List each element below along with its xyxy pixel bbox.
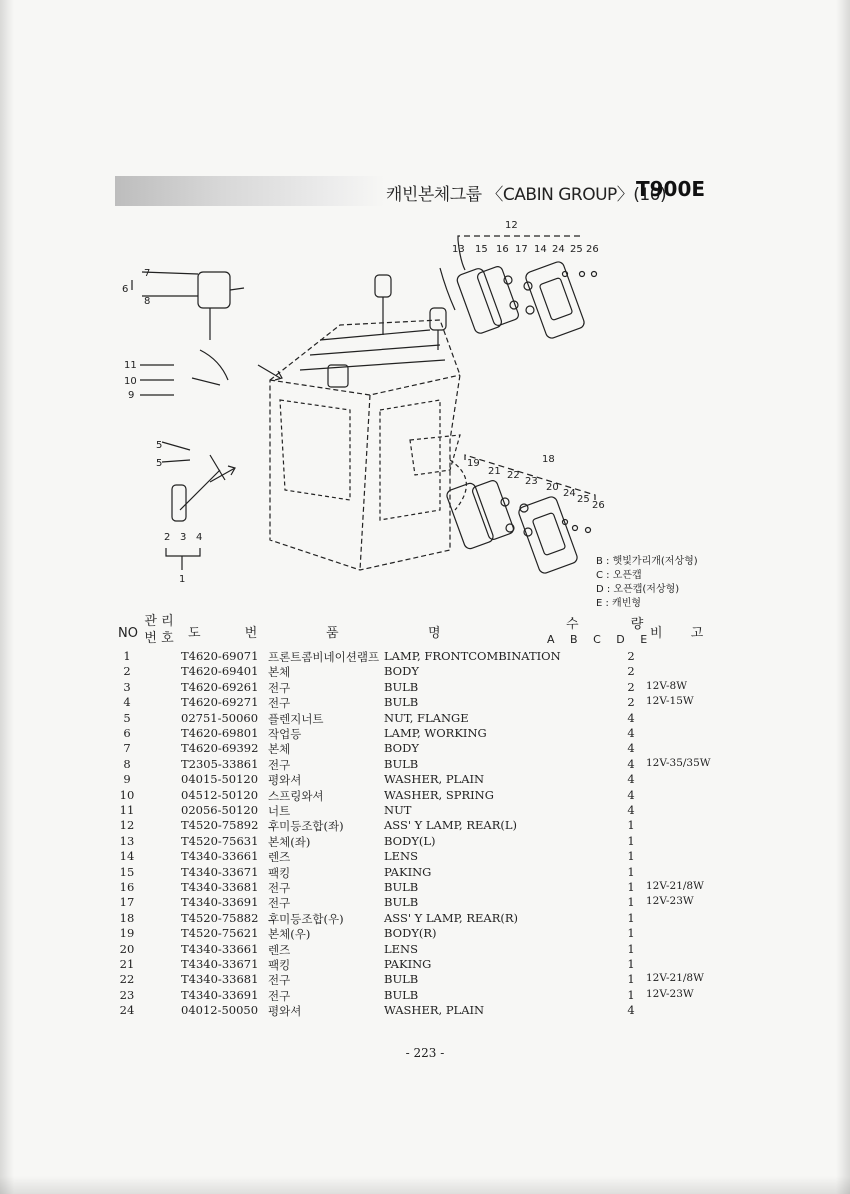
remark: 12V-15W (646, 695, 694, 708)
part-name: BODY (384, 664, 419, 679)
part-name: BULB (384, 880, 419, 894)
part-name: BULB (384, 987, 419, 1002)
part-name-korean: 전구 (268, 988, 291, 1003)
part-name: PAKING (384, 864, 432, 879)
exploded-diagram (110, 210, 730, 610)
row-number: 23 (119, 987, 135, 1002)
table-row (0, 849, 850, 864)
drawing-number: T4620-69261 (181, 679, 259, 694)
part-name-korean: 평와셔 (268, 773, 302, 788)
remark: 12V-23W (646, 987, 694, 1000)
table-row (0, 818, 850, 833)
drawing-number: 02751-50060 (181, 710, 259, 725)
table-row (0, 834, 850, 849)
drawing-number: T4340-33671 (181, 864, 259, 879)
part-name: WASHER, SPRING (384, 787, 494, 802)
callout-label: 25 (570, 244, 583, 255)
part-name-korean: 너트 (268, 804, 291, 818)
drawing-number: T2305-33861 (181, 756, 259, 771)
drawing-number: 04512-50120 (181, 787, 259, 802)
part-name-korean: 스프링와셔 (268, 788, 324, 803)
drawing-number: T4340-33691 (181, 987, 259, 1002)
table-row (0, 757, 850, 772)
row-number: 24 (119, 1003, 135, 1018)
row-number: 1 (123, 649, 131, 663)
table-row (0, 988, 850, 1003)
row-number: 11 (119, 803, 135, 817)
remark: 12V-21/8W (646, 880, 704, 892)
quantity: 2 (627, 679, 635, 694)
table-row (0, 865, 850, 880)
row-number: 6 (123, 726, 131, 740)
quantity: 2 (627, 649, 635, 663)
row-number: 20 (119, 941, 135, 956)
col-header-remark: 비 고 (650, 626, 716, 641)
row-number: 12 (119, 818, 135, 833)
table-row (0, 911, 850, 926)
drawing-number: T4340-33681 (181, 880, 259, 894)
quantity: 1 (627, 926, 635, 941)
part-name-korean: 본체 (268, 665, 291, 680)
remark: 12V-8W (646, 679, 688, 692)
drawing-number: T4620-69271 (181, 695, 259, 710)
part-name-korean: 평와셔 (268, 1004, 302, 1019)
quantity: 1 (627, 910, 635, 925)
row-number: 9 (123, 772, 131, 787)
row-number: 13 (119, 833, 135, 848)
drawing-number: 04012-50050 (181, 1003, 259, 1018)
table-row (0, 926, 850, 941)
part-name-korean: 전구 (268, 680, 291, 695)
quantity: 2 (627, 664, 635, 679)
callout-label: 25 (577, 494, 590, 505)
table-row (0, 880, 850, 895)
quantity: 4 (627, 803, 635, 817)
quantity: 1 (627, 833, 635, 848)
callout-label: 1 (179, 574, 186, 585)
callout-label: 19 (467, 458, 480, 469)
table-row (0, 680, 850, 695)
drawing-number: T4520-75631 (181, 833, 259, 848)
part-name-korean: 전구 (268, 757, 291, 772)
callout-label: 5 (156, 458, 163, 469)
table-row (0, 772, 850, 787)
table-row (0, 1003, 850, 1018)
part-name-korean: 본체(좌) (268, 834, 311, 849)
callout-label: 10 (124, 376, 137, 387)
drawing-number: T4520-75892 (181, 818, 259, 833)
part-name: BODY (384, 741, 419, 756)
part-name: BULB (384, 679, 419, 694)
quantity: 1 (627, 957, 635, 971)
part-name-korean: 전구 (268, 696, 291, 711)
callout-label: 16 (496, 244, 509, 255)
part-name-korean: 본체 (268, 742, 291, 757)
part-name-korean: 팩킹 (268, 958, 291, 972)
part-name-korean: 전구 (268, 973, 291, 988)
part-name: BODY(R) (384, 926, 437, 941)
drawing-number: T4520-75882 (181, 910, 259, 925)
quantity: 4 (627, 772, 635, 787)
part-name-korean: 렌즈 (268, 850, 291, 865)
quantity: 4 (627, 756, 635, 771)
quantity: 1 (627, 849, 635, 864)
legend (596, 555, 698, 611)
table-row (0, 942, 850, 957)
part-name-korean: 작업등 (268, 727, 302, 741)
table-row (0, 972, 850, 987)
drawing-number: T4620-69071 (181, 649, 259, 663)
scan-edge-bottom (0, 1176, 850, 1194)
col-header-no: NO (118, 626, 138, 641)
part-name: LAMP, FRONTCOMBINATION (384, 649, 561, 663)
row-number: 2 (123, 664, 131, 679)
drawing-number: T4340-33671 (181, 957, 259, 971)
drawing-number: T4620-69401 (181, 664, 259, 679)
row-number: 10 (119, 787, 135, 802)
remark: 12V-23W (646, 895, 694, 908)
col-header-part-kor: 품 (326, 626, 339, 641)
row-number: 14 (119, 849, 135, 864)
drawing-number: T4620-69392 (181, 741, 259, 756)
col-header-qty: 수 량 (566, 617, 668, 632)
callout-label: 5 (156, 440, 163, 451)
drawing-number: 02056-50120 (181, 803, 259, 817)
part-name: NUT, FLANGE (384, 710, 469, 725)
table-row (0, 711, 850, 726)
callout-label: 17 (515, 244, 528, 255)
row-number: 3 (123, 679, 131, 694)
legend-item-d: D : 오픈캡(저상형) (596, 584, 680, 595)
quantity: 2 (627, 695, 635, 710)
callout-label: 7 (144, 268, 151, 279)
callout-label: 26 (592, 500, 605, 511)
col-header-drawing: 도 번 (188, 626, 278, 641)
part-name-korean: 후미등조합(우) (268, 911, 344, 926)
quantity: 1 (627, 895, 635, 910)
col-header-mgmt: 관 리 번 호 (144, 614, 174, 646)
table-row (0, 664, 850, 679)
quantity: 4 (627, 710, 635, 725)
table-row (0, 649, 850, 664)
row-number: 22 (119, 972, 135, 987)
header-band (115, 176, 385, 206)
row-number: 4 (123, 695, 131, 710)
row-number: 19 (119, 926, 135, 941)
drawing-number: T4340-33681 (181, 972, 259, 987)
legend-item-c: C : 오픈캡 (596, 570, 642, 581)
part-name-korean: 프론트콤비네이션램프 (268, 650, 380, 664)
table-row (0, 803, 850, 818)
callout-label: 4 (196, 532, 203, 543)
drawing-number: T4340-33661 (181, 941, 259, 956)
row-number: 17 (119, 895, 135, 910)
col-header-part-name: 명 (428, 626, 441, 641)
part-name-korean: 렌즈 (268, 942, 291, 957)
row-number: 8 (123, 756, 131, 771)
callout-label: 6 (122, 284, 129, 295)
callout-label: 3 (180, 532, 187, 543)
remark: 12V-35/35W (646, 756, 711, 769)
callout-label: 2 (164, 532, 171, 543)
part-name-korean: 본체(우) (268, 927, 311, 942)
legend-item-e: E : 캐빈형 (596, 598, 642, 609)
drawing-number: T4340-33691 (181, 895, 259, 910)
row-number: 7 (123, 741, 131, 756)
quantity: 1 (627, 818, 635, 833)
drawing-number: T4520-75621 (181, 926, 259, 941)
model-code: T900E (636, 177, 706, 201)
drawing-number: T4620-69801 (181, 726, 259, 740)
row-number: 21 (119, 957, 135, 971)
table-row (0, 741, 850, 756)
callout-label: 21 (488, 466, 501, 477)
page-title: 캐빈본체그룹 〈CABIN GROUP〉(10) (386, 185, 667, 205)
table-row (0, 726, 850, 741)
quantity: 1 (627, 972, 635, 987)
part-name: WASHER, PLAIN (384, 772, 485, 787)
part-name: NUT (384, 803, 412, 817)
callout-label: 24 (552, 244, 565, 255)
quantity: 1 (627, 941, 635, 956)
callout-label: 26 (586, 244, 599, 255)
callout-label: 14 (534, 244, 547, 255)
callout-label: 23 (525, 476, 538, 487)
row-number: 15 (119, 864, 135, 879)
part-name: LAMP, WORKING (384, 726, 487, 740)
part-name: BODY(L) (384, 833, 436, 848)
page-number: - 223 - (405, 1046, 445, 1060)
table-row (0, 788, 850, 803)
callout-label: 20 (546, 482, 559, 493)
row-number: 18 (119, 910, 135, 925)
part-name: BULB (384, 972, 419, 987)
quantity: 4 (627, 1003, 635, 1018)
row-number: 5 (123, 710, 131, 725)
quantity: 4 (627, 787, 635, 802)
callout-label: 13 (452, 244, 465, 255)
part-name-korean: 후미등조합(좌) (268, 819, 344, 834)
part-name-korean: 전구 (268, 881, 291, 895)
callout-label: 24 (563, 488, 576, 499)
quantity: 1 (627, 864, 635, 879)
callout-label: 22 (507, 470, 520, 481)
part-name: PAKING (384, 957, 432, 971)
diagram-callouts (122, 220, 605, 585)
part-name-korean: 전구 (268, 896, 291, 911)
quantity: 1 (627, 880, 635, 894)
drawing-number: T4340-33661 (181, 849, 259, 864)
part-name: ASS' Y LAMP, REAR(R) (384, 910, 519, 925)
drawing-number: 04015-50120 (181, 772, 259, 787)
table-row (0, 957, 850, 972)
remark: 12V-21/8W (646, 972, 704, 985)
row-number: 16 (119, 880, 135, 894)
part-name: BULB (384, 695, 419, 710)
part-name: ASS' Y LAMP, REAR(L) (384, 818, 517, 833)
quantity: 4 (627, 726, 635, 740)
part-name: LENS (384, 849, 418, 864)
part-name: BULB (384, 895, 419, 910)
part-name: LENS (384, 941, 418, 956)
legend-item-b: B : 햇빛가리개(저상형) (596, 556, 698, 567)
callout-label: 11 (124, 360, 137, 371)
part-name: BULB (384, 756, 419, 771)
quantity: 1 (627, 987, 635, 1002)
callout-label: 18 (542, 454, 555, 465)
col-header-qty-cols: A B C D E (547, 633, 654, 646)
part-name-korean: 팩킹 (268, 865, 291, 880)
callout-label: 12 (505, 220, 518, 231)
table-row (0, 895, 850, 910)
callout-label: 9 (128, 390, 135, 401)
part-name-korean: 플렌지너트 (268, 711, 324, 726)
part-name: WASHER, PLAIN (384, 1003, 485, 1018)
callout-label: 15 (475, 244, 488, 255)
table-row (0, 695, 850, 710)
callout-label: 8 (144, 296, 151, 307)
quantity: 4 (627, 741, 635, 756)
